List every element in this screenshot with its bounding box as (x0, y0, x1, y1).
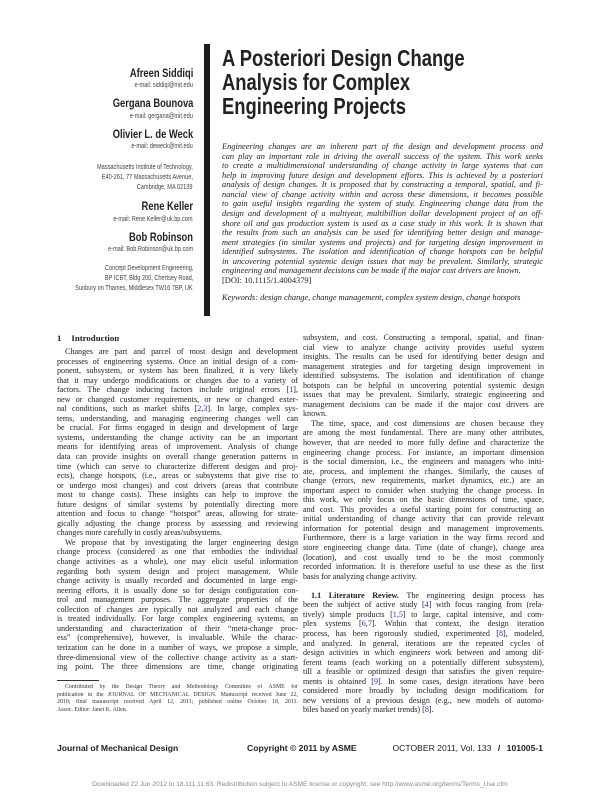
author-email[interactable]: e-mail: Rene.Keller@uk.bp.com (113, 214, 193, 223)
text-line: attention and focus to change “hotspot” areas, allowing for strate- (57, 509, 298, 519)
text-line: ponent, subsystem, or system has been finalized, it is very likely (57, 366, 298, 376)
affiliation-line: Sunbury on Thames, Middlesex TW16 7BP, UK (75, 283, 193, 292)
author-name: Afreen Siddiqi (129, 66, 193, 80)
text-line: basis for analyzing change activity. (303, 571, 417, 581)
abstract-line: analysis of design changes. It is proposed that by constructing a temporal, spatial, and fi- (222, 180, 543, 190)
text-line: (location), and cost usually tend to be the most commonly (303, 552, 544, 562)
footnote-rule (57, 680, 99, 681)
citation-link[interactable]: 4 (424, 600, 429, 610)
text-line: ments is obtained [9]. In some cases, design iterations have been (303, 676, 544, 686)
author-email[interactable]: e-mail: deweck@mit.edu (131, 141, 193, 150)
abstract-line: identified subsystems. The isolation and identification of change hotspots can be helpful (222, 247, 543, 257)
paper-title-line: Analysis for Complex (222, 69, 411, 95)
text-line: The time, space, and cost dimensions are chosen because they (311, 418, 544, 428)
citation-link[interactable]: 2,3 (197, 404, 208, 414)
text-line: changes more carefully in costly areas/subsystems. (57, 528, 222, 538)
text-line: collection of changes are typically not analyzed and each change (57, 604, 298, 614)
text-line: processes of engineering systems. Once an initial design of a com- (57, 356, 298, 366)
text-line: insights. The results can be used for identifying better design and (303, 352, 544, 362)
text-line: three-dimensional view of the collective change activity as a start- (57, 652, 298, 662)
section-title: Introduction (71, 333, 120, 343)
text-line: trol and management purposes. The aggregate properties of the (57, 595, 298, 605)
author-email[interactable]: e-mail: gergana@mit.edu (129, 111, 193, 120)
paragraph-gap (303, 581, 544, 591)
abstract-line: Engineering changes are an inherent part of the design and development process and (222, 142, 543, 151)
citation-link[interactable]: 9 (373, 676, 379, 686)
footnote-line: Contributed by the Design Theory and Methodology Committee of ASME for (65, 684, 298, 690)
author-email[interactable]: e-mail: Bob.Robinson@uk.bp.com (107, 244, 193, 253)
text-line: data can provide insights on overall change generation patterns in (57, 452, 298, 462)
affiliation-line: E40-261, 77 Massachusetts Avenue, (101, 172, 193, 181)
page-number: 101005-1 (506, 743, 543, 753)
text-line: ess” (comprehensive), however, is invaluable. While the charac- (57, 633, 298, 643)
keywords: Keywords: design change, change management, complex system design, change hotspots (222, 293, 521, 302)
text-line: issues that may be prevalent. Similarly, strategic engineering and (303, 390, 544, 400)
text-line: neering efforts, it is usually done so for design configuration con- (57, 585, 298, 595)
subsection-heading: 1.1 Literature Review. (311, 590, 399, 600)
affiliation-line: Concept Development Engineering, (104, 263, 193, 272)
footnote (57, 684, 298, 714)
text-line: Changes are part and parcel of most design and development (65, 347, 298, 356)
author-email[interactable]: e-mail: siddiqi@mit.edu (134, 80, 193, 89)
text-line: gically adjusting the change process by assessing and reviewing (57, 518, 298, 528)
issue-date-volume: OCTOBER 2011, Vol. 133 (392, 743, 492, 753)
citation-link[interactable]: 1,5 (392, 609, 403, 619)
abstract-line: the results from such an analysis can be used for identifying better design and manage- (222, 228, 543, 238)
text-line: change activities as a whole), one may elicit useful information (57, 557, 298, 567)
abstract-line: engineering and management decisions can be made if the major cost drivers are known. (222, 266, 521, 276)
text-line: till a feasible or optimized design that satisfies the given require- (303, 667, 544, 677)
text-line: cial view to analyze change activity provides useful system (303, 342, 544, 352)
author-name: Rene Keller (141, 199, 193, 213)
abstract-line: in uncovering potential systemic design issues that may be prevalent. Similarly, strategic (222, 256, 543, 266)
text-line: be crucial. For firms engaged in design and development of large (57, 423, 298, 433)
text-line: subsystem, and cost. Constructing a temporal, spatial, and finan- (303, 333, 544, 342)
text-line: considered more broadly by including design modifications for (303, 686, 544, 696)
text-line: new or changed customer requirements, or new or changed exter- (57, 394, 298, 404)
text-line: is treated individually. For large complex engineering systems, an (57, 614, 298, 624)
text-line: design activities in which engineers work between and among dif- (303, 648, 544, 658)
issue-info (392, 743, 543, 753)
copyright: Copyright © 2011 by ASME (247, 743, 357, 753)
text-line: hotspots can be helpful in uncovering potential systemic design (303, 380, 544, 390)
doi[interactable]: [DOI: 10.1115/1.4004379] (222, 275, 312, 285)
text-line: means for identifying areas of improvement. Analysis of change (57, 442, 298, 452)
text-line: are among the most fundamental. There are many other attributes, (303, 428, 544, 438)
citation-link[interactable]: 6,7 (361, 619, 372, 629)
text-line: nal conditions, such as market shifts [2,3]. In large, complex sys- (57, 404, 298, 414)
text-line: important aspect to consider when studying the change process. In (303, 485, 544, 495)
text-line: or undergo most changes) and cost drivers (areas that contribute (57, 480, 298, 490)
affiliation-line: Cambridge, MA 02139 (137, 182, 193, 191)
text-line: recorded information. It is therefore useful to use these as the first (303, 562, 544, 572)
text-line: tively) simple products [1,5] to large, capital intensive, and com- (303, 609, 544, 619)
text-line: initial understanding of change activity that can provide relevant (303, 514, 544, 524)
text-line: new versions of a previous design (e.g., new models of automo- (303, 695, 544, 705)
footnote-line: Assoc. Editor: Janet K. Allen. (57, 706, 128, 713)
text-line: change process (considered as one that embodies the individual (57, 547, 298, 557)
text-line: engineering change process. For instance, an important dimension (303, 447, 544, 457)
text-line: time (which can serve to characterize different designs and proj- (57, 461, 298, 471)
citation-link[interactable]: 1 (289, 385, 294, 395)
text-line: ate, process, and implement the changes. Similarly, the causes of (303, 466, 544, 476)
paper-title-line: A Posteriori Design Change (222, 45, 465, 71)
text-line: future designs of similar systems by potentially directing more (57, 499, 298, 509)
abstract-line: shore oil and gas production system is used as a case study in this work. It is shown that (222, 218, 543, 228)
text-line: this work, we only focus on the basic dimensions of time, space, (303, 495, 544, 505)
text-line: biles based on yearly market trends) [8]. (303, 705, 434, 715)
journal-name: Journal of Mechanical Design (57, 743, 179, 753)
text-line: is the social dimension, i.e., the engineers and managers who initi- (303, 457, 544, 467)
text-line: most to change costs). These insights can help to improve the (57, 490, 298, 500)
affiliation-line: Massachusetts Institute of Technology, (97, 162, 193, 171)
section-number: 1 (57, 333, 62, 343)
text-line: systems, understanding the change activity can be an important (57, 432, 298, 442)
text-line: ects), change hotspots, (i.e., areas or subsystems that give rise to (57, 471, 298, 481)
text-line: information for potential design and management improvements. (303, 523, 544, 533)
text-line: Furthermore, there is a large variation in the way firms record and (303, 533, 544, 543)
text-line: regarding both system design and project management. While (57, 566, 298, 576)
abstract-line: to create a multidimensional understanding of change activity in large systems that can (222, 161, 543, 171)
text-line: identified subsystems. The isolation and identification of change (303, 371, 544, 381)
abstract-line: can play an important role in driving the overall success of the system. This work seeks (222, 151, 543, 161)
download-notice: Downloaded 22 Jun 2012 to 18.111.11.63. Redistribution subject to ASME license or copyright; see http://www.asme.org/terms/Terms_Use.cfm (92, 781, 508, 788)
text-line: management decisions can be made if the major cost drivers are (303, 399, 544, 409)
vertical-divider-bar (204, 44, 210, 316)
abstract (222, 142, 543, 285)
text-line: tems, understanding, and managing engineering changes well can (57, 413, 298, 423)
text-line: We propose that by investigating the larger engineering design (65, 537, 298, 547)
text-line: however, that are needed to more fully define and characterize the (303, 438, 544, 448)
abstract-line: design and development of a multiyear, multibillion dollar development project of an off- (222, 208, 543, 218)
text-line: been the subject of active study [4] with focus ranging from (rela- (303, 600, 544, 610)
text-line: 1.1 Literature Review. The engineering design process has (311, 590, 544, 600)
text-line: and analyzed. In general, iterations are the repeated cycles of (303, 638, 544, 648)
text-line: that it may undergo modifications or changes due to a variety of (57, 375, 298, 385)
text-line: terization can be done in a number of ways, we propose a simple, (57, 642, 298, 652)
text-line: and cost. This provides a useful starting point for constructing an (303, 504, 544, 514)
text-line: factors. The change inducing factors include original errors [1], (57, 385, 298, 395)
separator: / (497, 743, 501, 753)
affiliation-line: BP ICBT, Bldg 200, Chertsey Road, (104, 273, 193, 282)
text-line: process, has been rigorously studied, experimented [8], modeled, (303, 628, 544, 638)
author-name: Gergana Bounova (112, 96, 193, 110)
abstract-line: ment strategies (in similar systems and projects) and for targeting design improvement in (222, 237, 543, 247)
text-line: plex systems [6,7]. Within that context, the design iteration (303, 619, 544, 629)
abstract-line: to gain useful insights regarding the system of study. Engineering change data from the (222, 199, 543, 209)
text-line: ing point. The three dimensions are time, change originating (57, 662, 298, 672)
text-line: understanding and characterization of their “meta-change proc- (57, 623, 298, 633)
abstract-line: help in improving future design and development efforts. This is achieved by a posteriori (222, 170, 543, 180)
paper-title-line: Engineering Projects (222, 93, 407, 119)
text-line: change (errors, new requirements, market dynamics, etc.) are an (303, 476, 544, 486)
citation-link[interactable]: 8 (424, 705, 429, 715)
footnote-line: publication in the JOURNAL OF MECHANICAL DESIGN. Manuscript received June 22, (57, 691, 298, 698)
left-column (57, 347, 298, 672)
text-line: store engineering change data. Time (date of change), change area (303, 543, 544, 553)
citation-link[interactable]: 8 (498, 628, 503, 638)
section-heading (57, 333, 129, 343)
text-line: ferent teams (each working on a potentially different subsystem), (303, 657, 544, 667)
text-line: known. (303, 409, 328, 419)
text-line: management strategies and for targeting design improvement in (303, 361, 544, 371)
right-column (303, 333, 544, 715)
text-line: change activity is usually recorded and documented in large engi- (57, 576, 298, 586)
author-name: Olivier L. de Weck (112, 127, 193, 141)
footnote-line: 2010; final manuscript received April 12, 2011; published online October 18, 2011. (57, 699, 298, 705)
abstract-line: nancial view of change activity within and across these dimensions, it becomes possible (222, 189, 543, 199)
author-name: Bob Robinson (129, 230, 193, 244)
